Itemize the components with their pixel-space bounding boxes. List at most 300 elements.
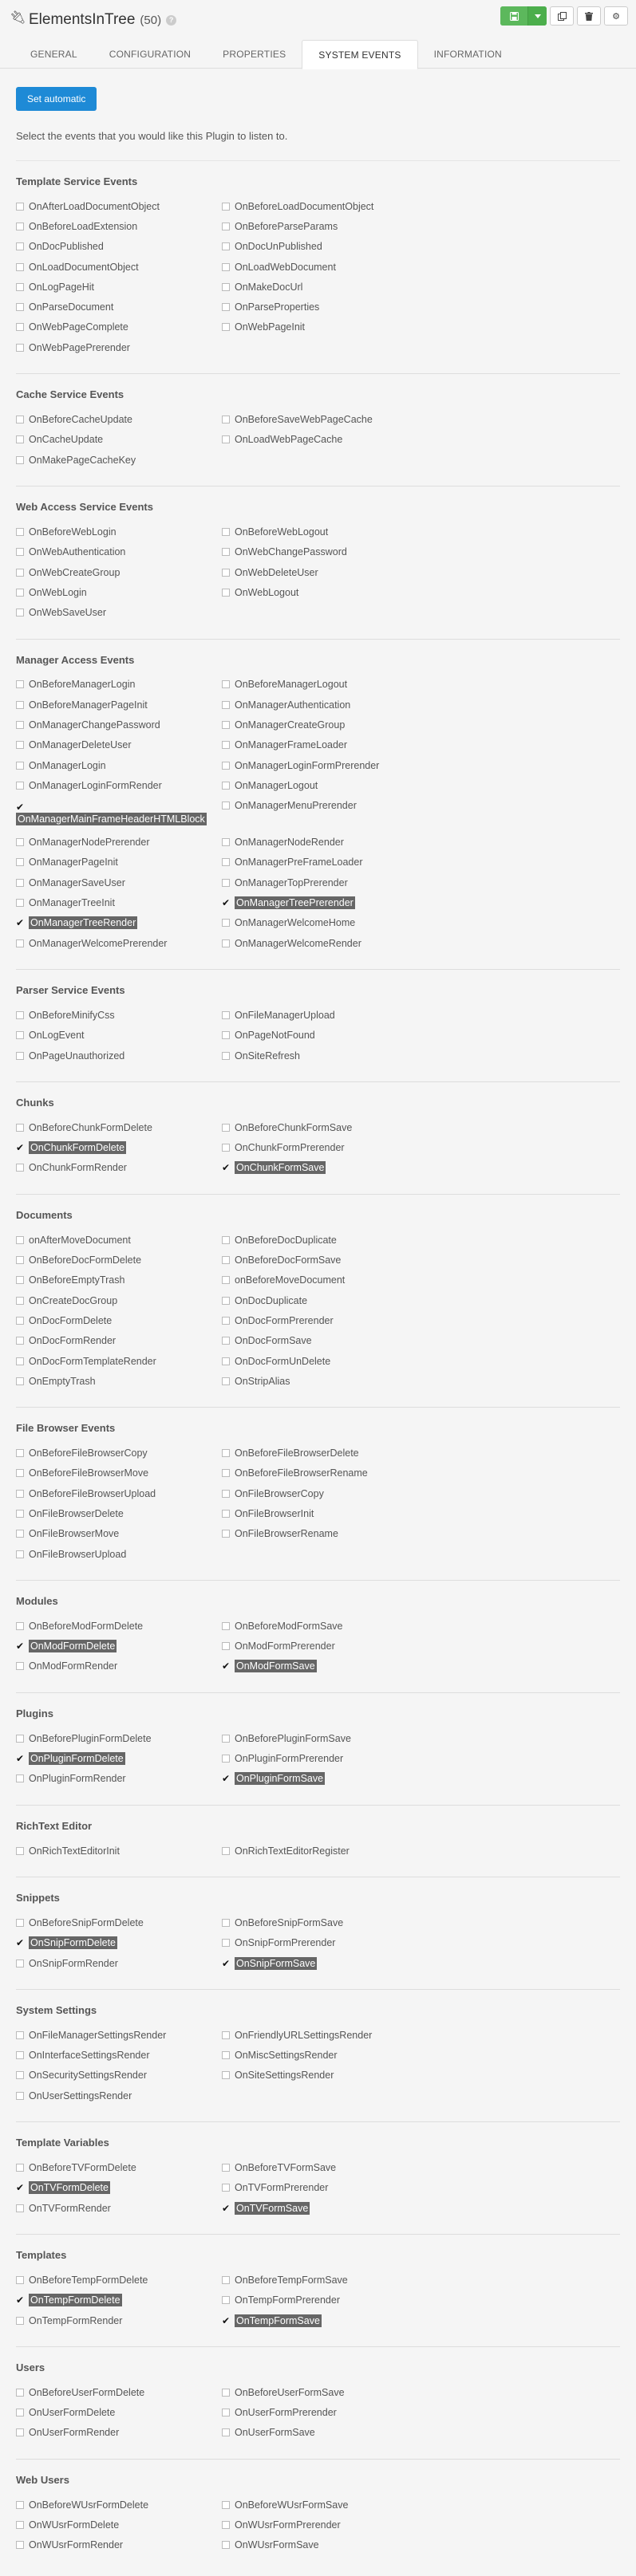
event-checkbox-item[interactable] — [16, 1728, 222, 1748]
event-checkbox-item[interactable] — [16, 755, 222, 775]
event-checkbox-item[interactable] — [16, 715, 222, 735]
event-checkbox-item[interactable] — [16, 2025, 222, 2045]
event-checkbox-item[interactable] — [222, 853, 428, 872]
checkbox[interactable] — [222, 1469, 230, 1477]
event-checkbox-item[interactable] — [222, 1310, 428, 1330]
checkbox[interactable] — [222, 2164, 230, 2172]
checkbox[interactable] — [16, 323, 24, 331]
event-checkbox-item[interactable] — [16, 1841, 222, 1861]
event-checkbox-item[interactable] — [16, 695, 222, 715]
event-checkbox-item[interactable] — [222, 2495, 428, 2515]
checkmark-icon[interactable]: ✔ — [222, 1162, 231, 1174]
checkbox[interactable] — [16, 939, 24, 947]
checkbox[interactable] — [16, 242, 24, 250]
checkbox[interactable] — [16, 456, 24, 464]
event-checkbox-item[interactable] — [222, 1953, 428, 1973]
event-checkbox-item[interactable] — [16, 602, 222, 622]
checkmark-icon[interactable]: ✔ — [222, 1773, 231, 1785]
event-checkbox-item[interactable] — [222, 2310, 428, 2330]
event-checkbox-item[interactable] — [16, 2535, 222, 2555]
event-checkbox-item[interactable] — [222, 2515, 428, 2535]
checkbox[interactable] — [16, 435, 24, 443]
checkbox[interactable] — [222, 1337, 230, 1345]
checkbox[interactable] — [222, 1530, 230, 1538]
event-checkbox-item[interactable] — [222, 1841, 428, 1861]
event-checkbox-item[interactable] — [222, 237, 428, 257]
event-checkbox-item[interactable] — [16, 2290, 222, 2310]
checkbox[interactable] — [16, 344, 24, 352]
checkbox[interactable] — [16, 2428, 24, 2436]
checkbox[interactable] — [16, 2204, 24, 2212]
checkbox[interactable] — [222, 1377, 230, 1385]
event-checkbox-item[interactable] — [16, 1616, 222, 1636]
checkbox[interactable] — [16, 2071, 24, 2079]
checkbox[interactable] — [222, 1490, 230, 1498]
checkbox[interactable] — [16, 879, 24, 887]
event-checkbox-item[interactable] — [16, 853, 222, 872]
event-checkbox-item[interactable] — [222, 277, 428, 297]
event-checkbox-item[interactable] — [16, 1483, 222, 1503]
checkbox[interactable] — [16, 1317, 24, 1325]
checkbox[interactable] — [16, 303, 24, 311]
event-checkbox-item[interactable] — [16, 2178, 222, 2198]
checkbox[interactable] — [16, 1297, 24, 1305]
event-checkbox-item[interactable] — [16, 1503, 222, 1523]
event-checkbox-item[interactable] — [16, 2086, 222, 2105]
event-checkbox-item[interactable] — [222, 409, 428, 429]
checkbox[interactable] — [222, 879, 230, 887]
checkbox[interactable] — [222, 1236, 230, 1244]
checkbox[interactable] — [222, 2184, 230, 2192]
checkbox[interactable] — [16, 2031, 24, 2039]
checkbox[interactable] — [222, 802, 230, 809]
checkbox[interactable] — [222, 1144, 230, 1152]
event-checkbox-item[interactable] — [16, 2423, 222, 2443]
event-checkbox-item[interactable] — [16, 1117, 222, 1137]
checkbox[interactable] — [16, 1377, 24, 1385]
checkbox[interactable] — [16, 1919, 24, 1927]
event-checkbox-item[interactable] — [16, 2495, 222, 2515]
checkbox[interactable] — [222, 569, 230, 577]
checkbox[interactable] — [222, 548, 230, 556]
checkbox[interactable] — [16, 1256, 24, 1264]
event-checkbox-item[interactable] — [16, 2515, 222, 2535]
event-checkbox-item[interactable] — [16, 1544, 222, 1564]
checkbox[interactable] — [222, 283, 230, 291]
checkbox[interactable] — [222, 1919, 230, 1927]
checkbox[interactable] — [222, 2409, 230, 2416]
event-checkbox-item[interactable] — [16, 582, 222, 602]
checkbox[interactable] — [16, 1530, 24, 1538]
event-checkbox-item[interactable] — [16, 796, 222, 833]
event-checkbox-item[interactable] — [222, 1270, 428, 1290]
event-checkbox-item[interactable] — [16, 2046, 222, 2066]
event-checkbox-item[interactable] — [222, 1158, 428, 1178]
checkbox[interactable] — [16, 1847, 24, 1855]
event-checkbox-item[interactable] — [222, 2066, 428, 2086]
event-checkbox-item[interactable] — [222, 1728, 428, 1748]
event-checkbox-item[interactable] — [16, 2270, 222, 2290]
checkbox[interactable] — [16, 762, 24, 770]
checkbox[interactable] — [222, 1847, 230, 1855]
event-checkbox-item[interactable] — [16, 237, 222, 257]
checkbox[interactable] — [222, 721, 230, 729]
event-checkbox-item[interactable] — [222, 1046, 428, 1065]
event-checkbox-item[interactable] — [222, 695, 428, 715]
event-checkbox-item[interactable] — [16, 1443, 222, 1463]
checkbox[interactable] — [222, 838, 230, 846]
event-checkbox-item[interactable] — [222, 755, 428, 775]
checkbox[interactable] — [16, 589, 24, 597]
event-checkbox-item[interactable] — [222, 913, 428, 933]
event-checkbox-item[interactable] — [222, 1005, 428, 1025]
event-checkbox-item[interactable] — [16, 1138, 222, 1158]
event-checkbox-item[interactable] — [222, 1443, 428, 1463]
checkbox[interactable] — [16, 1052, 24, 1060]
event-checkbox-item[interactable] — [16, 1637, 222, 1656]
event-checkbox-item[interactable] — [222, 1637, 428, 1656]
checkmark-icon[interactable]: ✔ — [222, 1957, 231, 1969]
checkbox[interactable] — [16, 858, 24, 866]
event-checkbox-item[interactable] — [16, 1933, 222, 1953]
event-checkbox-item[interactable] — [222, 430, 428, 450]
event-checkbox-item[interactable] — [222, 735, 428, 755]
event-checkbox-item[interactable] — [16, 1158, 222, 1178]
event-checkbox-item[interactable] — [16, 1748, 222, 1768]
checkbox[interactable] — [16, 203, 24, 211]
checkbox[interactable] — [16, 2409, 24, 2416]
checkbox[interactable] — [222, 919, 230, 927]
checkbox[interactable] — [222, 2031, 230, 2039]
checkbox[interactable] — [222, 1317, 230, 1325]
checkmark-icon[interactable]: ✔ — [16, 1937, 25, 1949]
checkbox[interactable] — [16, 899, 24, 907]
event-checkbox-item[interactable] — [222, 933, 428, 953]
checkbox[interactable] — [222, 782, 230, 790]
help-icon[interactable]: ? — [166, 15, 176, 26]
event-checkbox-item[interactable] — [222, 1331, 428, 1351]
checkbox[interactable] — [222, 1124, 230, 1132]
event-checkbox-item[interactable] — [222, 2535, 428, 2555]
checkbox[interactable] — [222, 2276, 230, 2284]
checkbox[interactable] — [16, 223, 24, 230]
checkbox[interactable] — [222, 1510, 230, 1518]
event-checkbox-item[interactable] — [222, 796, 428, 816]
event-checkbox-item[interactable] — [16, 675, 222, 695]
checkmark-icon[interactable]: ✔ — [16, 917, 25, 929]
checkbox[interactable] — [222, 435, 230, 443]
event-checkbox-item[interactable] — [222, 1933, 428, 1953]
checkbox[interactable] — [222, 263, 230, 271]
checkmark-icon[interactable]: ✔ — [222, 2314, 231, 2326]
checkbox[interactable] — [16, 1449, 24, 1457]
checkbox[interactable] — [222, 1449, 230, 1457]
checkbox[interactable] — [16, 569, 24, 577]
event-checkbox-item[interactable] — [222, 1230, 428, 1250]
checkmark-icon[interactable]: ✔ — [222, 2202, 231, 2214]
checkbox[interactable] — [16, 680, 24, 688]
save-button[interactable] — [500, 6, 527, 26]
checkbox[interactable] — [16, 1490, 24, 1498]
checkbox[interactable] — [222, 1735, 230, 1743]
event-checkbox-item[interactable] — [16, 257, 222, 277]
event-checkbox-item[interactable] — [16, 1310, 222, 1330]
event-checkbox-item[interactable] — [222, 1748, 428, 1768]
checkbox[interactable] — [222, 1642, 230, 1650]
event-checkbox-item[interactable] — [222, 2402, 428, 2422]
event-checkbox-item[interactable] — [16, 1351, 222, 1371]
checkbox[interactable] — [222, 2521, 230, 2529]
event-checkbox-item[interactable] — [222, 522, 428, 542]
checkbox[interactable] — [222, 589, 230, 597]
checkbox[interactable] — [16, 701, 24, 709]
set-automatic-button[interactable]: Set automatic — [16, 87, 97, 111]
event-checkbox-item[interactable] — [222, 715, 428, 735]
checkbox[interactable] — [16, 1510, 24, 1518]
checkbox[interactable] — [222, 416, 230, 423]
delete-button[interactable] — [577, 6, 601, 26]
checkbox[interactable] — [222, 2501, 230, 2509]
event-checkbox-item[interactable] — [16, 775, 222, 795]
checkbox[interactable] — [16, 2051, 24, 2059]
event-checkbox-item[interactable] — [16, 735, 222, 755]
event-checkbox-item[interactable] — [16, 409, 222, 429]
event-checkbox-item[interactable] — [222, 2382, 428, 2402]
checkbox[interactable] — [222, 1052, 230, 1060]
checkbox[interactable] — [16, 1124, 24, 1132]
checkbox[interactable] — [16, 609, 24, 616]
settings-button[interactable] — [604, 6, 628, 26]
event-checkbox-item[interactable] — [16, 1230, 222, 1250]
event-checkbox-item[interactable] — [222, 1769, 428, 1789]
checkbox[interactable] — [16, 782, 24, 790]
checkbox[interactable] — [16, 1622, 24, 1630]
event-checkbox-item[interactable] — [222, 1250, 428, 1270]
event-checkbox-item[interactable] — [16, 1524, 222, 1544]
event-checkbox-item[interactable] — [222, 2290, 428, 2310]
checkbox[interactable] — [222, 680, 230, 688]
tab-information[interactable]: INFORMATION — [433, 49, 502, 60]
checkbox[interactable] — [222, 323, 230, 331]
checkbox[interactable] — [16, 1031, 24, 1039]
event-checkbox-item[interactable] — [16, 872, 222, 892]
checkbox[interactable] — [222, 2389, 230, 2397]
checkbox[interactable] — [222, 762, 230, 770]
event-checkbox-item[interactable] — [16, 2382, 222, 2402]
tab-properties[interactable]: PROPERTIES — [223, 49, 286, 60]
checkbox[interactable] — [222, 2428, 230, 2436]
checkbox[interactable] — [222, 2541, 230, 2549]
checkbox[interactable] — [16, 528, 24, 536]
event-checkbox-item[interactable] — [222, 2025, 428, 2045]
event-checkbox-item[interactable] — [16, 1331, 222, 1351]
event-checkbox-item[interactable] — [16, 1290, 222, 1310]
event-checkbox-item[interactable] — [222, 1483, 428, 1503]
event-checkbox-item[interactable] — [222, 196, 428, 216]
checkmark-icon[interactable]: ✔ — [16, 2182, 25, 2194]
event-checkbox-item[interactable] — [16, 2066, 222, 2086]
checkbox[interactable] — [16, 1774, 24, 1782]
event-checkbox-item[interactable] — [16, 1912, 222, 1932]
checkbox[interactable] — [16, 1662, 24, 1670]
checkbox[interactable] — [222, 303, 230, 311]
checkbox[interactable] — [222, 701, 230, 709]
checkbox[interactable] — [16, 1469, 24, 1477]
checkmark-icon[interactable]: ✔ — [222, 897, 231, 909]
event-checkbox-item[interactable] — [222, 833, 428, 853]
checkbox[interactable] — [16, 1735, 24, 1743]
checkmark-icon[interactable]: ✔ — [16, 1753, 25, 1765]
event-checkbox-item[interactable] — [222, 2270, 428, 2290]
checkbox[interactable] — [222, 1031, 230, 1039]
event-checkbox-item[interactable] — [16, 1656, 222, 1676]
tab-general[interactable]: GENERAL — [30, 49, 77, 60]
checkbox[interactable] — [16, 2164, 24, 2172]
event-checkbox-item[interactable] — [222, 1351, 428, 1371]
checkbox[interactable] — [222, 1939, 230, 1947]
checkbox[interactable] — [16, 283, 24, 291]
checkbox[interactable] — [16, 1236, 24, 1244]
checkbox[interactable] — [222, 939, 230, 947]
checkbox[interactable] — [222, 2296, 230, 2304]
event-checkbox-item[interactable] — [16, 1250, 222, 1270]
event-checkbox-item[interactable] — [222, 257, 428, 277]
checkbox[interactable] — [16, 1337, 24, 1345]
checkbox[interactable] — [222, 242, 230, 250]
event-checkbox-item[interactable] — [16, 933, 222, 953]
event-checkbox-item[interactable] — [222, 2178, 428, 2198]
checkbox[interactable] — [16, 2541, 24, 2549]
tab-configuration[interactable]: CONFIGURATION — [109, 49, 192, 60]
checkbox[interactable] — [16, 1960, 24, 1967]
event-checkbox-item[interactable] — [16, 1769, 222, 1789]
event-checkbox-item[interactable] — [222, 1026, 428, 1046]
event-checkbox-item[interactable] — [16, 1463, 222, 1483]
checkbox[interactable] — [222, 1297, 230, 1305]
event-checkbox-item[interactable] — [222, 775, 428, 795]
checkbox[interactable] — [16, 2276, 24, 2284]
event-checkbox-item[interactable] — [222, 1616, 428, 1636]
event-checkbox-item[interactable] — [222, 2046, 428, 2066]
event-checkbox-item[interactable] — [16, 216, 222, 236]
checkbox[interactable] — [16, 2092, 24, 2100]
checkmark-icon[interactable]: ✔ — [16, 1641, 25, 1652]
checkbox[interactable] — [222, 528, 230, 536]
event-checkbox-item[interactable] — [16, 1026, 222, 1046]
event-checkbox-item[interactable] — [222, 582, 428, 602]
event-checkbox-item[interactable] — [16, 892, 222, 912]
checkbox[interactable] — [222, 2051, 230, 2059]
event-checkbox-item[interactable] — [16, 562, 222, 582]
checkmark-icon[interactable]: ✔ — [222, 1660, 231, 1672]
event-checkbox-item[interactable] — [222, 542, 428, 562]
checkbox[interactable] — [222, 1755, 230, 1763]
checkbox[interactable] — [16, 1276, 24, 1284]
checkbox[interactable] — [16, 2317, 24, 2325]
event-checkbox-item[interactable] — [222, 2157, 428, 2177]
event-checkbox-item[interactable] — [222, 1371, 428, 1391]
event-checkbox-item[interactable] — [222, 1503, 428, 1523]
checkbox[interactable] — [222, 1256, 230, 1264]
event-checkbox-item[interactable] — [16, 913, 222, 933]
checkbox[interactable] — [16, 416, 24, 423]
checkmark-icon[interactable]: ✔ — [16, 1142, 25, 1154]
event-checkbox-item[interactable] — [16, 542, 222, 562]
checkbox[interactable] — [222, 858, 230, 866]
event-checkbox-item[interactable] — [222, 562, 428, 582]
event-checkbox-item[interactable] — [222, 1656, 428, 1676]
event-checkbox-item[interactable] — [222, 892, 428, 912]
checkbox[interactable] — [16, 741, 24, 749]
event-checkbox-item[interactable] — [16, 430, 222, 450]
event-checkbox-item[interactable] — [222, 2423, 428, 2443]
event-checkbox-item[interactable] — [16, 2402, 222, 2422]
checkbox[interactable] — [222, 1357, 230, 1365]
event-checkbox-item[interactable] — [16, 1270, 222, 1290]
checkmark-icon[interactable]: ✔ — [16, 2294, 25, 2306]
event-checkbox-item[interactable] — [16, 297, 222, 317]
event-checkbox-item[interactable] — [16, 1046, 222, 1065]
event-checkbox-item[interactable] — [222, 1912, 428, 1932]
event-checkbox-item[interactable] — [222, 2198, 428, 2218]
event-checkbox-item[interactable] — [222, 216, 428, 236]
event-checkbox-item[interactable] — [222, 1290, 428, 1310]
event-checkbox-item[interactable] — [16, 277, 222, 297]
event-checkbox-item[interactable] — [16, 522, 222, 542]
checkbox[interactable] — [16, 1164, 24, 1172]
checkbox[interactable] — [222, 203, 230, 211]
checkbox[interactable] — [16, 263, 24, 271]
checkbox[interactable] — [16, 1011, 24, 1019]
checkbox[interactable] — [16, 2389, 24, 2397]
checkbox[interactable] — [16, 1550, 24, 1558]
checkbox[interactable] — [16, 2521, 24, 2529]
event-checkbox-item[interactable] — [16, 2310, 222, 2330]
checkbox[interactable] — [222, 2071, 230, 2079]
checkbox[interactable] — [16, 1357, 24, 1365]
checkbox[interactable] — [222, 1276, 230, 1284]
event-checkbox-item[interactable] — [222, 872, 428, 892]
event-checkbox-item[interactable] — [16, 2198, 222, 2218]
event-checkbox-item[interactable] — [16, 833, 222, 853]
checkbox[interactable] — [16, 548, 24, 556]
checkbox[interactable] — [222, 1622, 230, 1630]
event-checkbox-item[interactable] — [16, 196, 222, 216]
event-checkbox-item[interactable] — [16, 1371, 222, 1391]
event-checkbox-item[interactable] — [16, 1953, 222, 1973]
checkbox[interactable] — [222, 741, 230, 749]
checkbox[interactable] — [222, 223, 230, 230]
event-checkbox-item[interactable] — [222, 297, 428, 317]
save-options-button[interactable] — [527, 6, 547, 26]
checkmark-icon[interactable]: ✔ — [16, 801, 25, 813]
tab-system-events[interactable]: SYSTEM EVENTS — [302, 40, 417, 69]
checkbox[interactable] — [16, 838, 24, 846]
event-checkbox-item[interactable] — [16, 2157, 222, 2177]
checkbox[interactable] — [16, 721, 24, 729]
event-checkbox-item[interactable] — [222, 317, 428, 337]
checkbox[interactable] — [222, 1011, 230, 1019]
event-checkbox-item[interactable] — [222, 675, 428, 695]
event-checkbox-item[interactable] — [222, 1524, 428, 1544]
event-checkbox-item[interactable] — [16, 450, 222, 470]
event-checkbox-item[interactable] — [16, 317, 222, 337]
checkbox[interactable] — [16, 2501, 24, 2509]
event-checkbox-item[interactable] — [222, 1117, 428, 1137]
event-checkbox-item[interactable] — [16, 337, 222, 357]
event-checkbox-item[interactable] — [222, 1138, 428, 1158]
event-checkbox-item[interactable] — [16, 1005, 222, 1025]
